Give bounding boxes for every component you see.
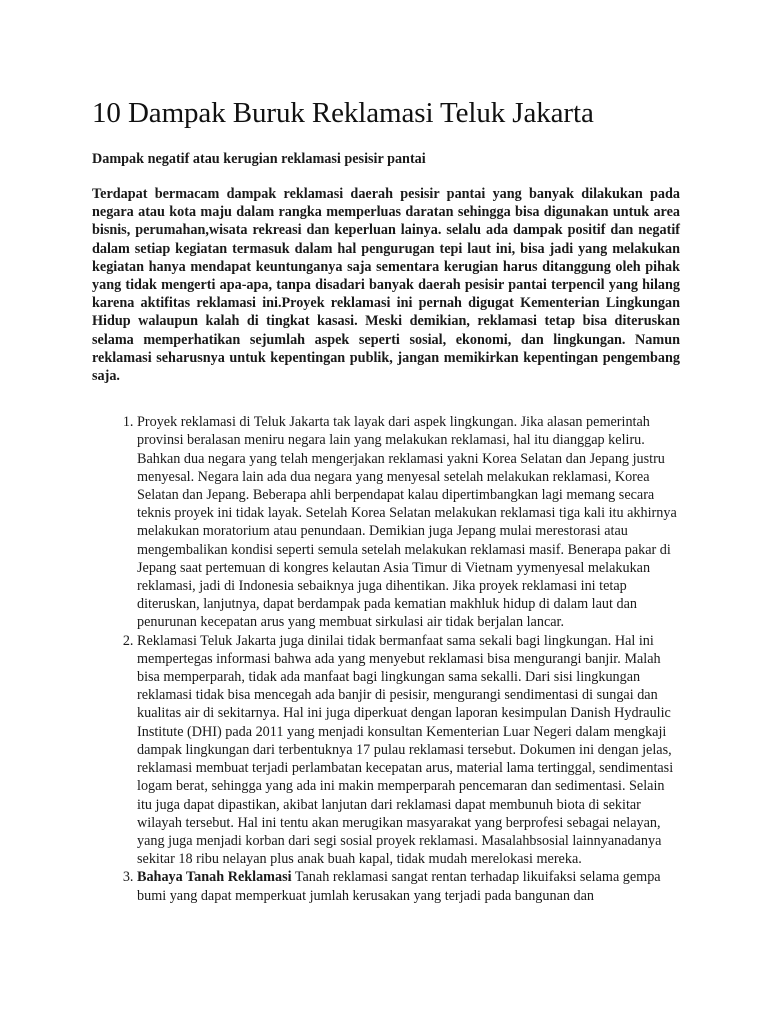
list-item	[137, 413, 680, 631]
list-item	[137, 632, 680, 869]
list-item-lead: Bahaya Tanah Reklamasi	[137, 869, 292, 886]
list-item-text: Tanah reklamasi sangat rentan terhadap likuifaksi selama gempa bumi yang dapat memperkuat jumlah kerusakan yang terjadi pada bangunan dan	[137, 869, 661, 904]
document-subtitle: Dampak negatif atau kerugian reklamasi pesisir pantai	[92, 151, 426, 167]
document-title: 10 Dampak Buruk Reklamasi Teluk Jakarta	[92, 97, 594, 129]
list-item	[137, 868, 680, 904]
document-page	[92, 96, 680, 905]
list-item-text: Proyek reklamasi di Teluk Jakarta tak layak dari aspek lingkungan. Jika alasan pemerintah provinsi beralasan meniru negara lain yang melakukan reklamasi, hal itu dianggap keliru. Bahkan dua negara yang telah mengerjakan reklamasi yakni Korea Selatan dan Jepang justru menyesal. Negara lain ada dua negara yang menyesal setelah melakukan reklamasi, Korea Selatan dan Jepang. Beberapa ahli berpendapat kalau dipertimbangkan lagi memang secara teknis proyek ini tidak layak. Setelah Korea Selatan melakukan reklamasi tiga kali itu akhirnya melakukan moratorium atau penundaan. Demikian juga Jepang mulai merestorasi atau mengembalikan kondisi seperti semula setelah melakukan reklamasi masif. Benerapa pakar di Jepang saat pertemuan di kongres kelautan Asia Timur di Vietnam yymenyesal melakukan reklamasi, jadi di Indonesia sebaiknya juga dihentikan. Jika proyek reklamasi ini tetap diteruskan, lanjutnya, dapat berdampak pada kematian makhluk hidup di dalam laut dan penurunan kecepatan arus yang membuat sirkulasi air tidak berjalan lancar.	[137, 414, 677, 631]
intro-paragraph: Terdapat bermacam dampak reklamasi daerah pesisir pantai yang banyak dilakukan pada negara atau kota maju dalam rangka memperluas daratan sehingga bisa digunakan untuk area bisnis, perumahan,wisata rekreasi dan keperluan lainya. selalu ada dampak positif dan negatif dalam setiap kegiatan termasuk dalam hal pengurugan tepi laut ini, bisa jadi yang melakukan kegiatan hanya mendapat keuntunganya saja sementara kerugian harus ditanggung oleh pihak yang tidak mengerti apa-apa, tanpa disadari banyak daerah pesisir pantai terpencil yang hilang karena aktifitas reklamasi ini.Proyek reklamasi ini pernah digugat Kementerian Lingkungan Hidup walaupun kalah di tingkat kasasi. Meski demikian, reklamasi tetap bisa diteruskan selama memperhatikan sejumlah aspek seperti sosial, ekonomi, dan lingkungan. Namun reklamasi seharusnya untuk kepentingan publik, jangan memikirkan kepentingan pengembang saja.	[92, 186, 680, 385]
list-item-text: Reklamasi Teluk Jakarta juga dinilai tidak bermanfaat sama sekali bagi lingkungan. Hal ini mempertegas informasi bahwa ada yang menyebut reklamasi bisa mengurangi banjir. Malah bisa memperparah, tidak ada manfaat bagi lingkungan sama sekalli. Dari sisi lingkungan reklamasi tidak bisa mencegah ada banjir di pesisir, mengurangi sendimentasi di sungai dan kualitas air di sekitarnya. Hal ini juga diperkuat dengan laporan kesimpulan Danish Hydraulic Institute (DHI) pada 2011 yang menjadi konsultan Kementerian Luar Negeri dalam mengkaji dampak lingkungan dari terbentuknya 17 pulau reklamasi tersebut. Dokumen ini dengan jelas, reklamasi membuat terjadi perlambatan kecepatan arus, material lama tertinggal, sendimentasi logam berat, sehingga yang ada ini makin memperparah pencemaran dan sedimentasi. Selain itu juga dapat dipastikan, akibat lanjutan dari reklamasi dapat membunuh biota di sekitar wilayah tersebut. Hal ini tentu akan merugikan masyarakat yang berprofesi sebagai nelayan, yang juga menjadi korban dari segi sosial proyek reklamasi. Masalahbsosial lainnyanadanya sekitar 18 ribu nelayan plus anak buah kapal, tidak mudah merelokasi mereka.	[137, 632, 674, 868]
impact-list	[92, 413, 680, 904]
